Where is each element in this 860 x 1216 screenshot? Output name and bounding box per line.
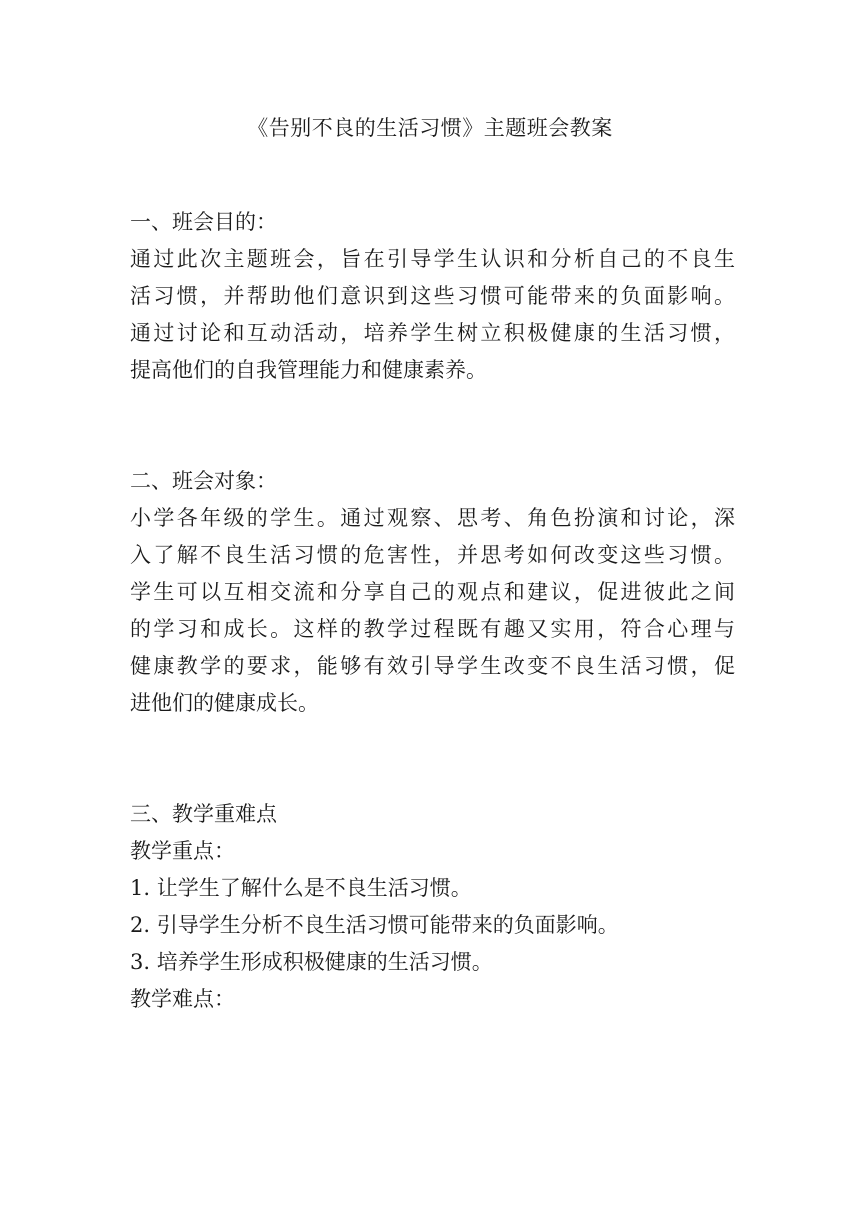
paragraph-line: 的学习和成长。这样的教学过程既有趣又实用，符合心理与 bbox=[130, 617, 735, 641]
section-heading-key-difficulties: 三、教学重难点 bbox=[130, 802, 277, 826]
key-points-label: 教学重点： bbox=[130, 839, 235, 863]
paragraph-line: 通过此次主题班会，旨在引导学生认识和分析自己的不良生 bbox=[130, 247, 735, 271]
list-item: 2. 引导学生分析不良生活习惯可能带来的负面影响。 bbox=[130, 913, 619, 937]
paragraph-line: 健康教学的要求，能够有效引导学生改变不良生活习惯，促 bbox=[130, 654, 735, 678]
paragraph-line: 通过讨论和互动活动，培养学生树立积极健康的生活习惯， bbox=[130, 321, 735, 345]
paragraph-line: 提高他们的自我管理能力和健康素养。 bbox=[130, 358, 487, 382]
paragraph-line: 活习惯，并帮助他们意识到这些习惯可能带来的负面影响。 bbox=[130, 284, 735, 308]
list-item: 3. 培养学生形成积极健康的生活习惯。 bbox=[130, 950, 493, 974]
paragraph-line: 进他们的健康成长。 bbox=[130, 691, 319, 715]
list-item: 1. 让学生了解什么是不良生活习惯。 bbox=[130, 876, 472, 900]
section-heading-purpose: 一、班会目的： bbox=[130, 210, 277, 234]
document-title: 《告别不良的生活习惯》主题班会教案 bbox=[247, 116, 613, 140]
paragraph-line: 学生可以互相交流和分享自己的观点和建议，促进彼此之间 bbox=[130, 580, 735, 604]
section-heading-audience: 二、班会对象： bbox=[130, 469, 277, 493]
difficulties-label: 教学难点： bbox=[130, 987, 235, 1011]
paragraph-line: 入了解不良生活习惯的危害性，并思考如何改变这些习惯。 bbox=[130, 543, 735, 567]
paragraph-line: 小学各年级的学生。通过观察、思考、角色扮演和讨论，深 bbox=[130, 506, 735, 530]
document-body bbox=[130, 204, 735, 1018]
